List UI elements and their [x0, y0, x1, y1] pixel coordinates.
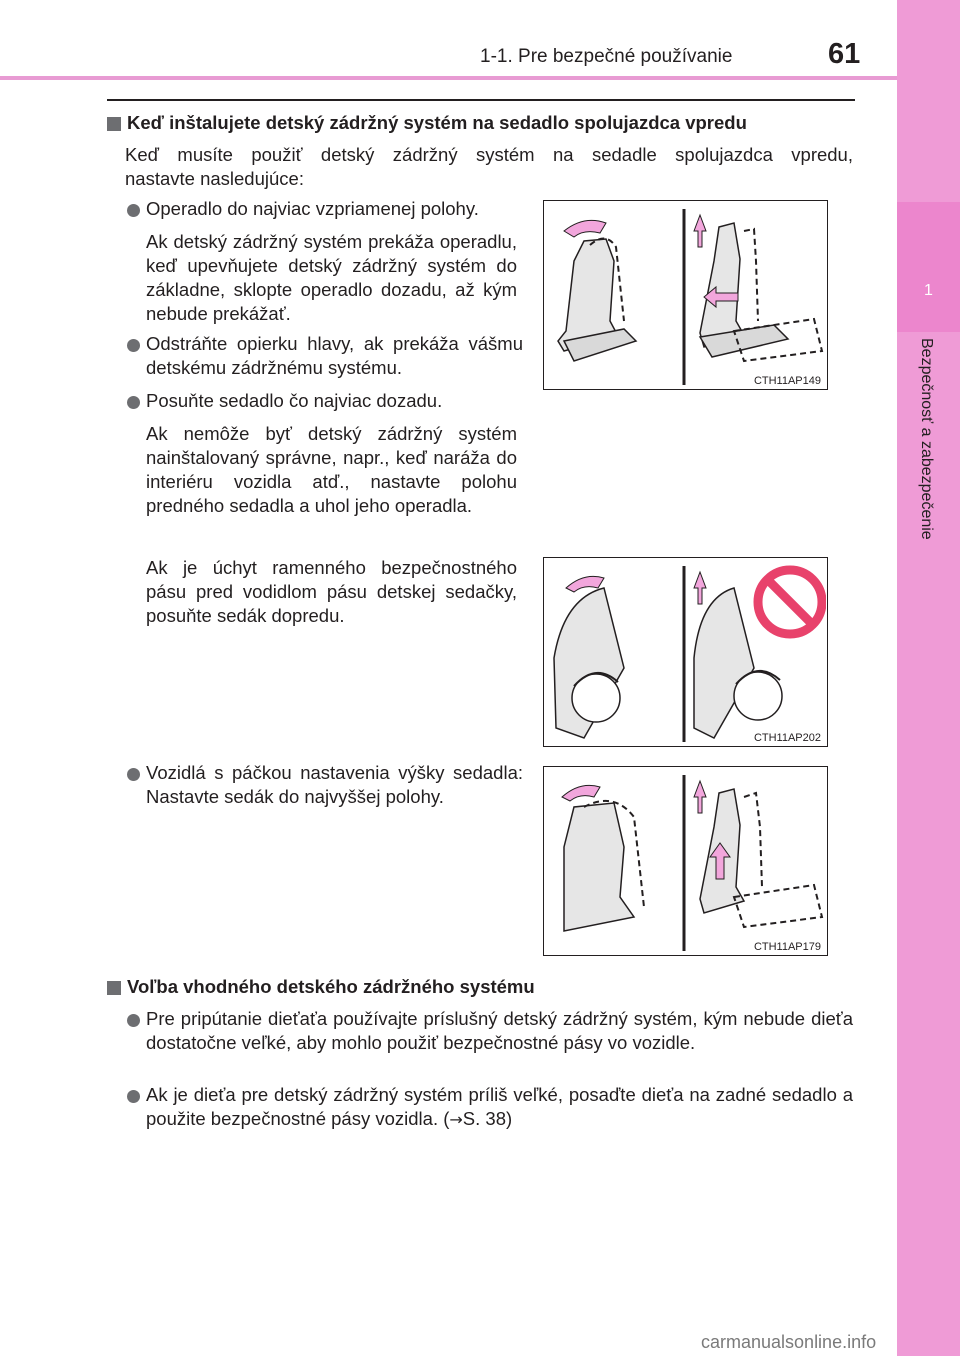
bullet-dot-icon — [127, 204, 140, 217]
bullet-seatback-upright: Operadlo do najviac vzpriamenej polohy. — [146, 198, 479, 219]
bullet-remove-headrest: Odstráňte opierku hlavy, ak prekáža vášmu detskému zádržnému systému. — [146, 333, 523, 378]
section-square-icon — [107, 981, 121, 995]
bullet-dot-icon — [127, 768, 140, 781]
bullet-child-too-large-text: Ak je dieťa pre detský zádržný systém príliš veľké, posaďte dieťa na zadné sedadlo a použite bezpečnostné pásy vozidla. ( — [146, 1084, 853, 1129]
page-reference-link[interactable]: S. 38) — [462, 1108, 513, 1129]
page-ref-arrow-icon: → — [449, 1110, 463, 1129]
bullet-use-child-seat: Pre pripútanie dieťaťa používajte príslušný detský zádržný systém, kým nebude dieťa dostatočne veľké, aby mohlo použiť bezpečnostné pásy vo vozidle. — [146, 1008, 853, 1053]
seat-height-illustration — [544, 767, 826, 954]
figure-seat-height — [543, 766, 828, 956]
bullet-dot-icon — [127, 1090, 140, 1103]
child-seat-illustration — [544, 558, 826, 745]
figure-child-seat-belt — [543, 557, 828, 747]
watermark: carmanualsonline.info — [701, 1332, 877, 1352]
bullet-dot-icon — [127, 396, 140, 409]
section-square-icon — [107, 117, 121, 131]
figure-seat-upright — [543, 200, 828, 390]
page-number: 61 — [828, 38, 861, 70]
section-heading: Keď inštalujete detský zádržný systém na sedadlo spolujazdca vpredu — [127, 112, 747, 133]
chapter-label: Bezpečnosť a zabezpečenie — [918, 338, 935, 540]
intro-text-line2: nastavte nasledujúce: — [125, 168, 304, 189]
header-rule — [0, 76, 897, 80]
chapter-side-tab[interactable] — [897, 0, 960, 1356]
bullet-child-too-large — [146, 1083, 853, 1132]
chapter-number: 1 — [924, 282, 933, 299]
seat-illustration — [544, 201, 826, 388]
bullet-dot-icon — [127, 339, 140, 352]
running-header: 1-1. Pre bezpečné používanie — [480, 46, 733, 67]
intro-text-line1: Keď musíte použiť detský zádržný systém na sedadle spolujazdca vpredu, — [125, 144, 853, 165]
bullet-shoulder-belt-detail: Ak je úchyt ramenného bezpečnostného pásu pred vodidlom pásu detskej sedačky, posuňte sedák dopredu. — [146, 557, 517, 626]
bullet-slide-seat-detail: Ak nemôže byť detský zádržný systém nainštalovaný správne, napr., keď naráža do interiéru vozidla atď., nastavte polohu predného sedadla a uhol jeho operadla. — [146, 423, 517, 516]
figure-code: CTH11AP149 — [753, 375, 821, 387]
bullet-seatback-detail: Ak detský zádržný systém prekáža operadlu, keď upevňujete detský zádržný systém do základne, sklopte operadlo dozadu, až kým nebude prekážať. — [146, 231, 517, 324]
chapter-box — [897, 202, 960, 332]
figure-code: CTH11AP202 — [753, 732, 821, 744]
figure-code: CTH11AP179 — [753, 941, 821, 953]
bullet-dot-icon — [127, 1014, 140, 1027]
section-heading: Voľba vhodného detského zádržného systému — [127, 976, 535, 997]
section-rule — [107, 99, 855, 101]
bullet-seat-height: Vozidlá s páčkou nastavenia výšky sedadla: Nastavte sedák do najvyššej polohy. — [146, 762, 523, 807]
bullet-slide-seat-back: Posuňte sedadlo čo najviac dozadu. — [146, 390, 443, 411]
